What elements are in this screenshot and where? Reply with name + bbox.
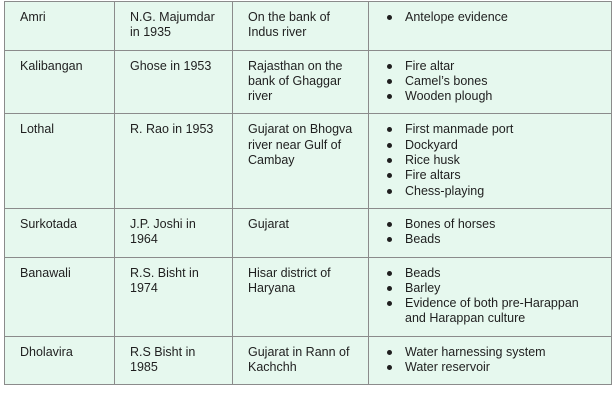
site-cell: Lothal	[5, 114, 115, 208]
finding-item: Fire altars	[405, 168, 599, 183]
findings-cell	[369, 208, 612, 257]
finding-item: Rice husk	[405, 153, 599, 168]
finding-item: Chess-playing	[405, 184, 599, 199]
findings-list	[384, 59, 599, 105]
sites-table	[4, 1, 612, 385]
finding-item: Camel’s bones	[405, 74, 599, 89]
finding-item: Water harnessing system	[405, 345, 599, 360]
findings-cell	[369, 2, 612, 51]
table-row	[5, 336, 612, 385]
findings-list	[384, 217, 599, 248]
table-row	[5, 50, 612, 114]
findings-list	[384, 266, 599, 327]
site-cell: Amri	[5, 2, 115, 51]
location-cell: Rajasthan on the bank of Ghaggar river	[233, 50, 369, 114]
location-cell: Gujarat on Bhogva river near Gulf of Cambay	[233, 114, 369, 208]
finding-item: First manmade port	[405, 122, 599, 137]
finding-item: Dockyard	[405, 138, 599, 153]
findings-cell	[369, 257, 612, 336]
table-row	[5, 114, 612, 208]
location-cell: Hisar district of Haryana	[233, 257, 369, 336]
table-body	[5, 2, 612, 385]
finding-item: Beads	[405, 266, 599, 281]
location-cell: Gujarat in Rann of Kachchh	[233, 336, 369, 385]
finding-item: Antelope evidence	[405, 10, 599, 25]
excavator-cell: Ghose in 1953	[115, 50, 233, 114]
findings-cell	[369, 114, 612, 208]
excavator-cell: R. Rao in 1953	[115, 114, 233, 208]
site-cell: Dholavira	[5, 336, 115, 385]
location-cell: Gujarat	[233, 208, 369, 257]
excavator-cell: J.P. Joshi in 1964	[115, 208, 233, 257]
table-row	[5, 2, 612, 51]
table-row	[5, 257, 612, 336]
location-cell: On the bank of Indus river	[233, 2, 369, 51]
finding-item: Evidence of both pre-Harappan and Harappan culture	[405, 296, 599, 327]
site-cell: Banawali	[5, 257, 115, 336]
finding-item: Fire altar	[405, 59, 599, 74]
finding-item: Bones of horses	[405, 217, 599, 232]
findings-cell	[369, 336, 612, 385]
excavator-cell: N.G. Majumdar in 1935	[115, 2, 233, 51]
site-cell: Kalibangan	[5, 50, 115, 114]
findings-list	[384, 345, 599, 376]
findings-list	[384, 10, 599, 25]
finding-item: Water reservoir	[405, 360, 599, 375]
excavator-cell: R.S Bisht in 1985	[115, 336, 233, 385]
finding-item: Wooden plough	[405, 89, 599, 104]
findings-cell	[369, 50, 612, 114]
finding-item: Beads	[405, 232, 599, 247]
findings-list	[384, 122, 599, 198]
site-cell: Surkotada	[5, 208, 115, 257]
excavator-cell: R.S. Bisht in 1974	[115, 257, 233, 336]
finding-item: Barley	[405, 281, 599, 296]
table-row	[5, 208, 612, 257]
